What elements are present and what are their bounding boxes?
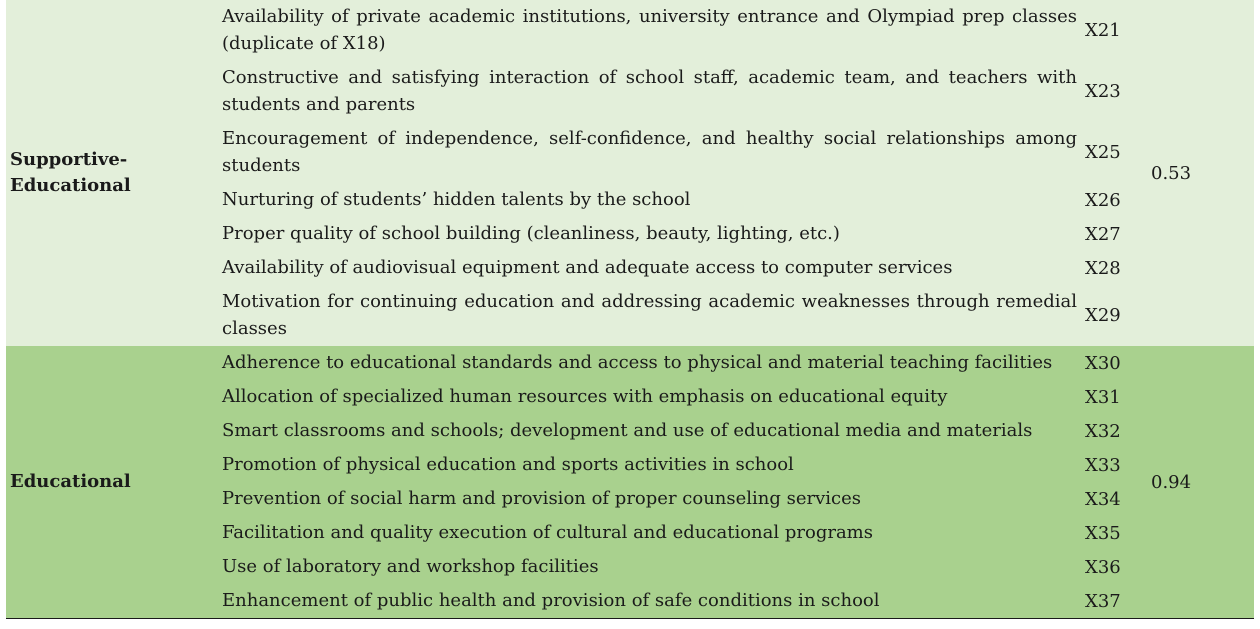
indicator-description-cell: Motivation for continuing education and addressing academic weaknesses through remedial classes xyxy=(218,285,1081,346)
indicator-description-cell: Enhancement of public health and provision of safe conditions in school xyxy=(218,584,1081,618)
indicator-code-cell: X28 xyxy=(1081,251,1135,285)
indicator-description-cell: Facilitation and quality execution of cultural and educational programs xyxy=(218,516,1081,550)
indicator-description-cell: Nurturing of students’ hidden talents by the school xyxy=(218,183,1081,217)
indicator-description-cell: Encouragement of independence, self-confidence, and healthy social relationships among students xyxy=(218,122,1081,183)
indicator-code-cell: X32 xyxy=(1081,414,1135,448)
indicator-description-cell: Availability of audiovisual equipment and adequate access to computer services xyxy=(218,251,1081,285)
factor-loading-cell: 0.94 xyxy=(1135,346,1254,618)
indicator-code-cell: X37 xyxy=(1081,584,1135,618)
indicator-code-cell: X23 xyxy=(1081,61,1135,122)
indicator-code-cell: X34 xyxy=(1081,482,1135,516)
indicator-code-cell: X27 xyxy=(1081,217,1135,251)
factor-table-body xyxy=(6,0,1254,618)
indicator-code-cell: X35 xyxy=(1081,516,1135,550)
indicator-description-cell: Allocation of specialized human resources with emphasis on educational equity xyxy=(218,380,1081,414)
indicator-description-cell: Prevention of social harm and provision of proper counseling services xyxy=(218,482,1081,516)
indicator-description-cell: Constructive and satisfying interaction of school staff, academic team, and teachers with students and parents xyxy=(218,61,1081,122)
factor-loading-cell: 0.53 xyxy=(1135,0,1254,346)
indicator-code-cell: X21 xyxy=(1081,0,1135,61)
factor-category-cell: Educational xyxy=(6,346,218,618)
table-bottom-rule xyxy=(6,618,1254,619)
table-row xyxy=(6,346,1254,380)
factor-table-container xyxy=(6,0,1254,618)
indicator-description-cell: Promotion of physical education and sports activities in school xyxy=(218,448,1081,482)
indicator-description-cell: Adherence to educational standards and access to physical and material teaching facilities xyxy=(218,346,1081,380)
indicator-description-cell: Use of laboratory and workshop facilities xyxy=(218,550,1081,584)
indicator-description-cell: Availability of private academic institutions, university entrance and Olympiad prep classes (duplicate of X18) xyxy=(218,0,1081,61)
indicator-code-cell: X29 xyxy=(1081,285,1135,346)
indicator-code-cell: X26 xyxy=(1081,183,1135,217)
indicator-description-cell: Smart classrooms and schools; development and use of educational media and materials xyxy=(218,414,1081,448)
factor-category-cell: Supportive- Educational xyxy=(6,0,218,346)
indicator-code-cell: X30 xyxy=(1081,346,1135,380)
indicator-code-cell: X36 xyxy=(1081,550,1135,584)
factor-table xyxy=(6,0,1254,618)
indicator-description-cell: Proper quality of school building (cleanliness, beauty, lighting, etc.) xyxy=(218,217,1081,251)
indicator-code-cell: X31 xyxy=(1081,380,1135,414)
table-row xyxy=(6,0,1254,61)
indicator-code-cell: X33 xyxy=(1081,448,1135,482)
indicator-code-cell: X25 xyxy=(1081,122,1135,183)
